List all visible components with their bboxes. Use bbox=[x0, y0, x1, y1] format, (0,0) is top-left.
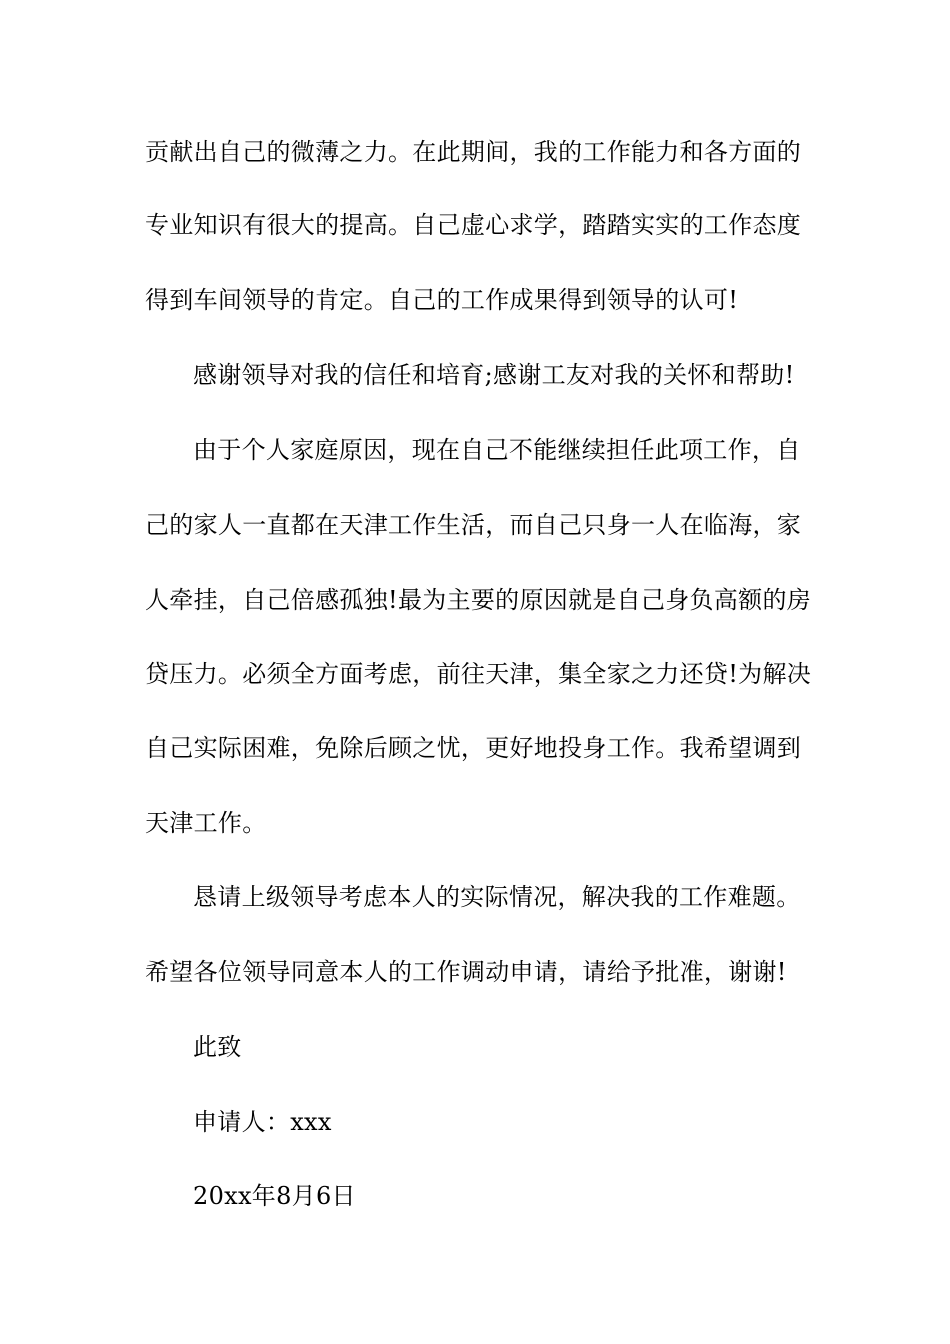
body-text-line: 得到车间领导的肯定。自己的工作成果得到领导的认可! bbox=[145, 286, 739, 314]
closing-salutation: 此致 bbox=[193, 1033, 242, 1061]
paragraph-start-line: 感谢领导对我的信任和培育;感谢工友对我的关怀和帮助! bbox=[193, 361, 795, 389]
body-text-line: 自己实际困难，免除后顾之忧，更好地投身工作。我希望调到 bbox=[145, 734, 802, 762]
body-text-line: 贷压力。必须全方面考虑，前往天津，集全家之力还贷!为解决 bbox=[145, 660, 812, 688]
body-text-line: 希望各位领导同意本人的工作调动申请，请给予批准，谢谢! bbox=[145, 958, 787, 986]
body-text-line: 己的家人一直都在天津工作生活，而自己只身一人在临海，家 bbox=[145, 511, 802, 539]
body-text-line: 专业知识有很大的提高。自己虚心求学，踏踏实实的工作态度 bbox=[145, 211, 802, 239]
paragraph-start-line: 恳请上级领导考虑本人的实际情况，解决我的工作难题。 bbox=[193, 883, 801, 911]
body-text-line: 贡献出自己的微薄之力。在此期间，我的工作能力和各方面的 bbox=[145, 138, 802, 166]
paragraph-start-line: 由于个人家庭原因，现在自己不能继续担任此项工作，自 bbox=[193, 436, 801, 464]
body-text-line: 人牵挂，自己倍感孤独!最为主要的原因就是自己身负高额的房 bbox=[145, 586, 812, 614]
date-line: 20xx年8月6日 bbox=[193, 1182, 356, 1210]
body-text-line: 天津工作。 bbox=[145, 809, 267, 837]
applicant-signature: 申请人：xxx bbox=[193, 1108, 332, 1136]
